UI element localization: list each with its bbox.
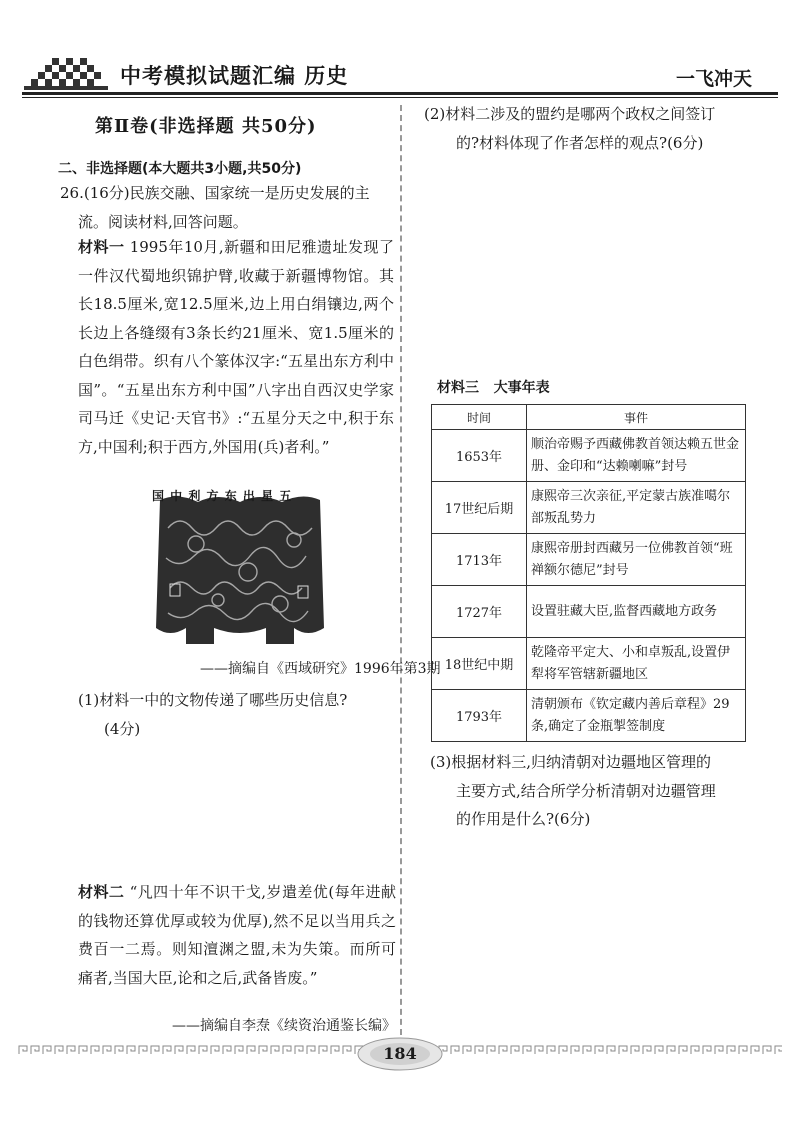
part-title: 二、非选择题(本大题共3小题,共50分) xyxy=(58,161,302,177)
question-3-line3: 的作用是什么?(6分) xyxy=(456,810,591,828)
material-3-heading xyxy=(437,377,550,397)
question-2-line2: 的?材料体现了作者怎样的观点?(6分) xyxy=(456,133,704,152)
header-time: 时间 xyxy=(432,405,527,430)
section-title: 第Ⅱ卷(非选择题 共50分) xyxy=(95,116,317,137)
row-time: 1713年 xyxy=(432,534,527,586)
silk-armguard-image xyxy=(148,488,331,652)
material-3-title: 大事年表 xyxy=(493,380,550,396)
row-event: 乾隆帝平定大、小和卓叛乱,设置伊犁将军管辖新疆地区 xyxy=(527,638,746,690)
table-row xyxy=(432,430,746,482)
header-rule-thin xyxy=(22,97,778,98)
row-event: 顺治帝赐予西藏佛教首领达赖五世金册、金印和“达赖喇嘛”封号 xyxy=(527,430,746,482)
row-event: 康熙帝册封西藏另一位佛教首领“班禅额尔德尼”封号 xyxy=(527,534,746,586)
row-time: 17世纪后期 xyxy=(432,482,527,534)
material-3-label: 材料三 xyxy=(437,380,479,396)
table-row xyxy=(432,638,746,690)
header-event: 事件 xyxy=(527,405,746,430)
table-row xyxy=(432,482,746,534)
events-table xyxy=(431,404,746,742)
row-time: 1653年 xyxy=(432,430,527,482)
column-divider xyxy=(400,105,402,1045)
material-1-text: 1995年10月,新疆和田尼雅遗址发现了一件汉代蜀地织锦护臂,收藏于新疆博物馆。其长18.5厘米,宽12.5厘米,边上用白绢镶边,两个长边上各缝缀有3条长约21厘米、宽1.5厘米的白色绢带。织有八个篆体汉字:“五星出东方利中国”。“五星出东方利中国”八字出自西汉史学家司马迁《史记·天官书》:“五星分天之中,积于东方,中国利;积于西方,外国用(兵)者利。” xyxy=(78,238,394,456)
question-26-line2: 流。阅读材料,回答问题。 xyxy=(78,212,248,231)
question-3-line1: (3)根据材料三,归纳清朝对边疆地区管理的 xyxy=(430,753,712,771)
question-2-line1: (2)材料二涉及的盟约是哪两个政权之间签订 xyxy=(424,105,716,123)
row-time: 1727年 xyxy=(432,586,527,638)
material-2-label: 材料二 xyxy=(78,883,125,901)
table-row xyxy=(432,534,746,586)
events-table-header xyxy=(432,405,746,430)
row-time: 18世纪中期 xyxy=(432,638,527,690)
material-1-citation: ——摘编自《西域研究》1996年第3期 xyxy=(200,661,441,677)
material-2-text: “凡四十年不识干戈,岁遣差优(每年进献的钱物还算优厚或较为优厚),然不足以当用兵之费百一二焉。则知澶渊之盟,未为失策。而所可痛者,当国大臣,论和之后,武备皆废。” xyxy=(78,883,396,987)
header-checker-decoration-icon xyxy=(22,52,108,92)
material-1-label: 材料一 xyxy=(78,238,125,256)
row-event: 设置驻藏大臣,监督西藏地方政务 xyxy=(527,586,746,638)
row-event: 康熙帝三次亲征,平定蒙古族准噶尔部叛乱势力 xyxy=(527,482,746,534)
question-1 xyxy=(78,686,398,743)
row-time: 1793年 xyxy=(432,690,527,742)
question-1-line2: (4分) xyxy=(104,719,141,738)
table-row xyxy=(432,586,746,638)
header-title: 中考模拟试题汇编 历史 xyxy=(120,64,349,88)
question-26-intro xyxy=(60,179,390,236)
question-2 xyxy=(424,100,764,157)
question-1-line1: (1)材料一中的文物传递了哪些历史信息? xyxy=(78,691,348,709)
material-1 xyxy=(78,233,394,461)
page-number: 184 xyxy=(383,1044,417,1063)
question-26-line1: 26.(16分)民族交融、国家统一是历史发展的主 xyxy=(60,184,370,202)
question-3-line2: 主要方式,结合所学分析清朝对边疆管理 xyxy=(456,781,716,800)
header-brand: 一飞冲天 xyxy=(676,68,753,90)
header-rule xyxy=(22,92,778,95)
silk-armguard-characters: 国 中 利 方 东 出 星 五 xyxy=(152,489,293,503)
material-2 xyxy=(78,878,396,992)
table-row xyxy=(432,690,746,742)
material-2-citation: ——摘编自李焘《续资治通鉴长编》 xyxy=(172,1018,396,1034)
row-event: 清朝颁布《钦定藏内善后章程》29条,确定了金瓶掣签制度 xyxy=(527,690,746,742)
question-3 xyxy=(430,748,770,834)
